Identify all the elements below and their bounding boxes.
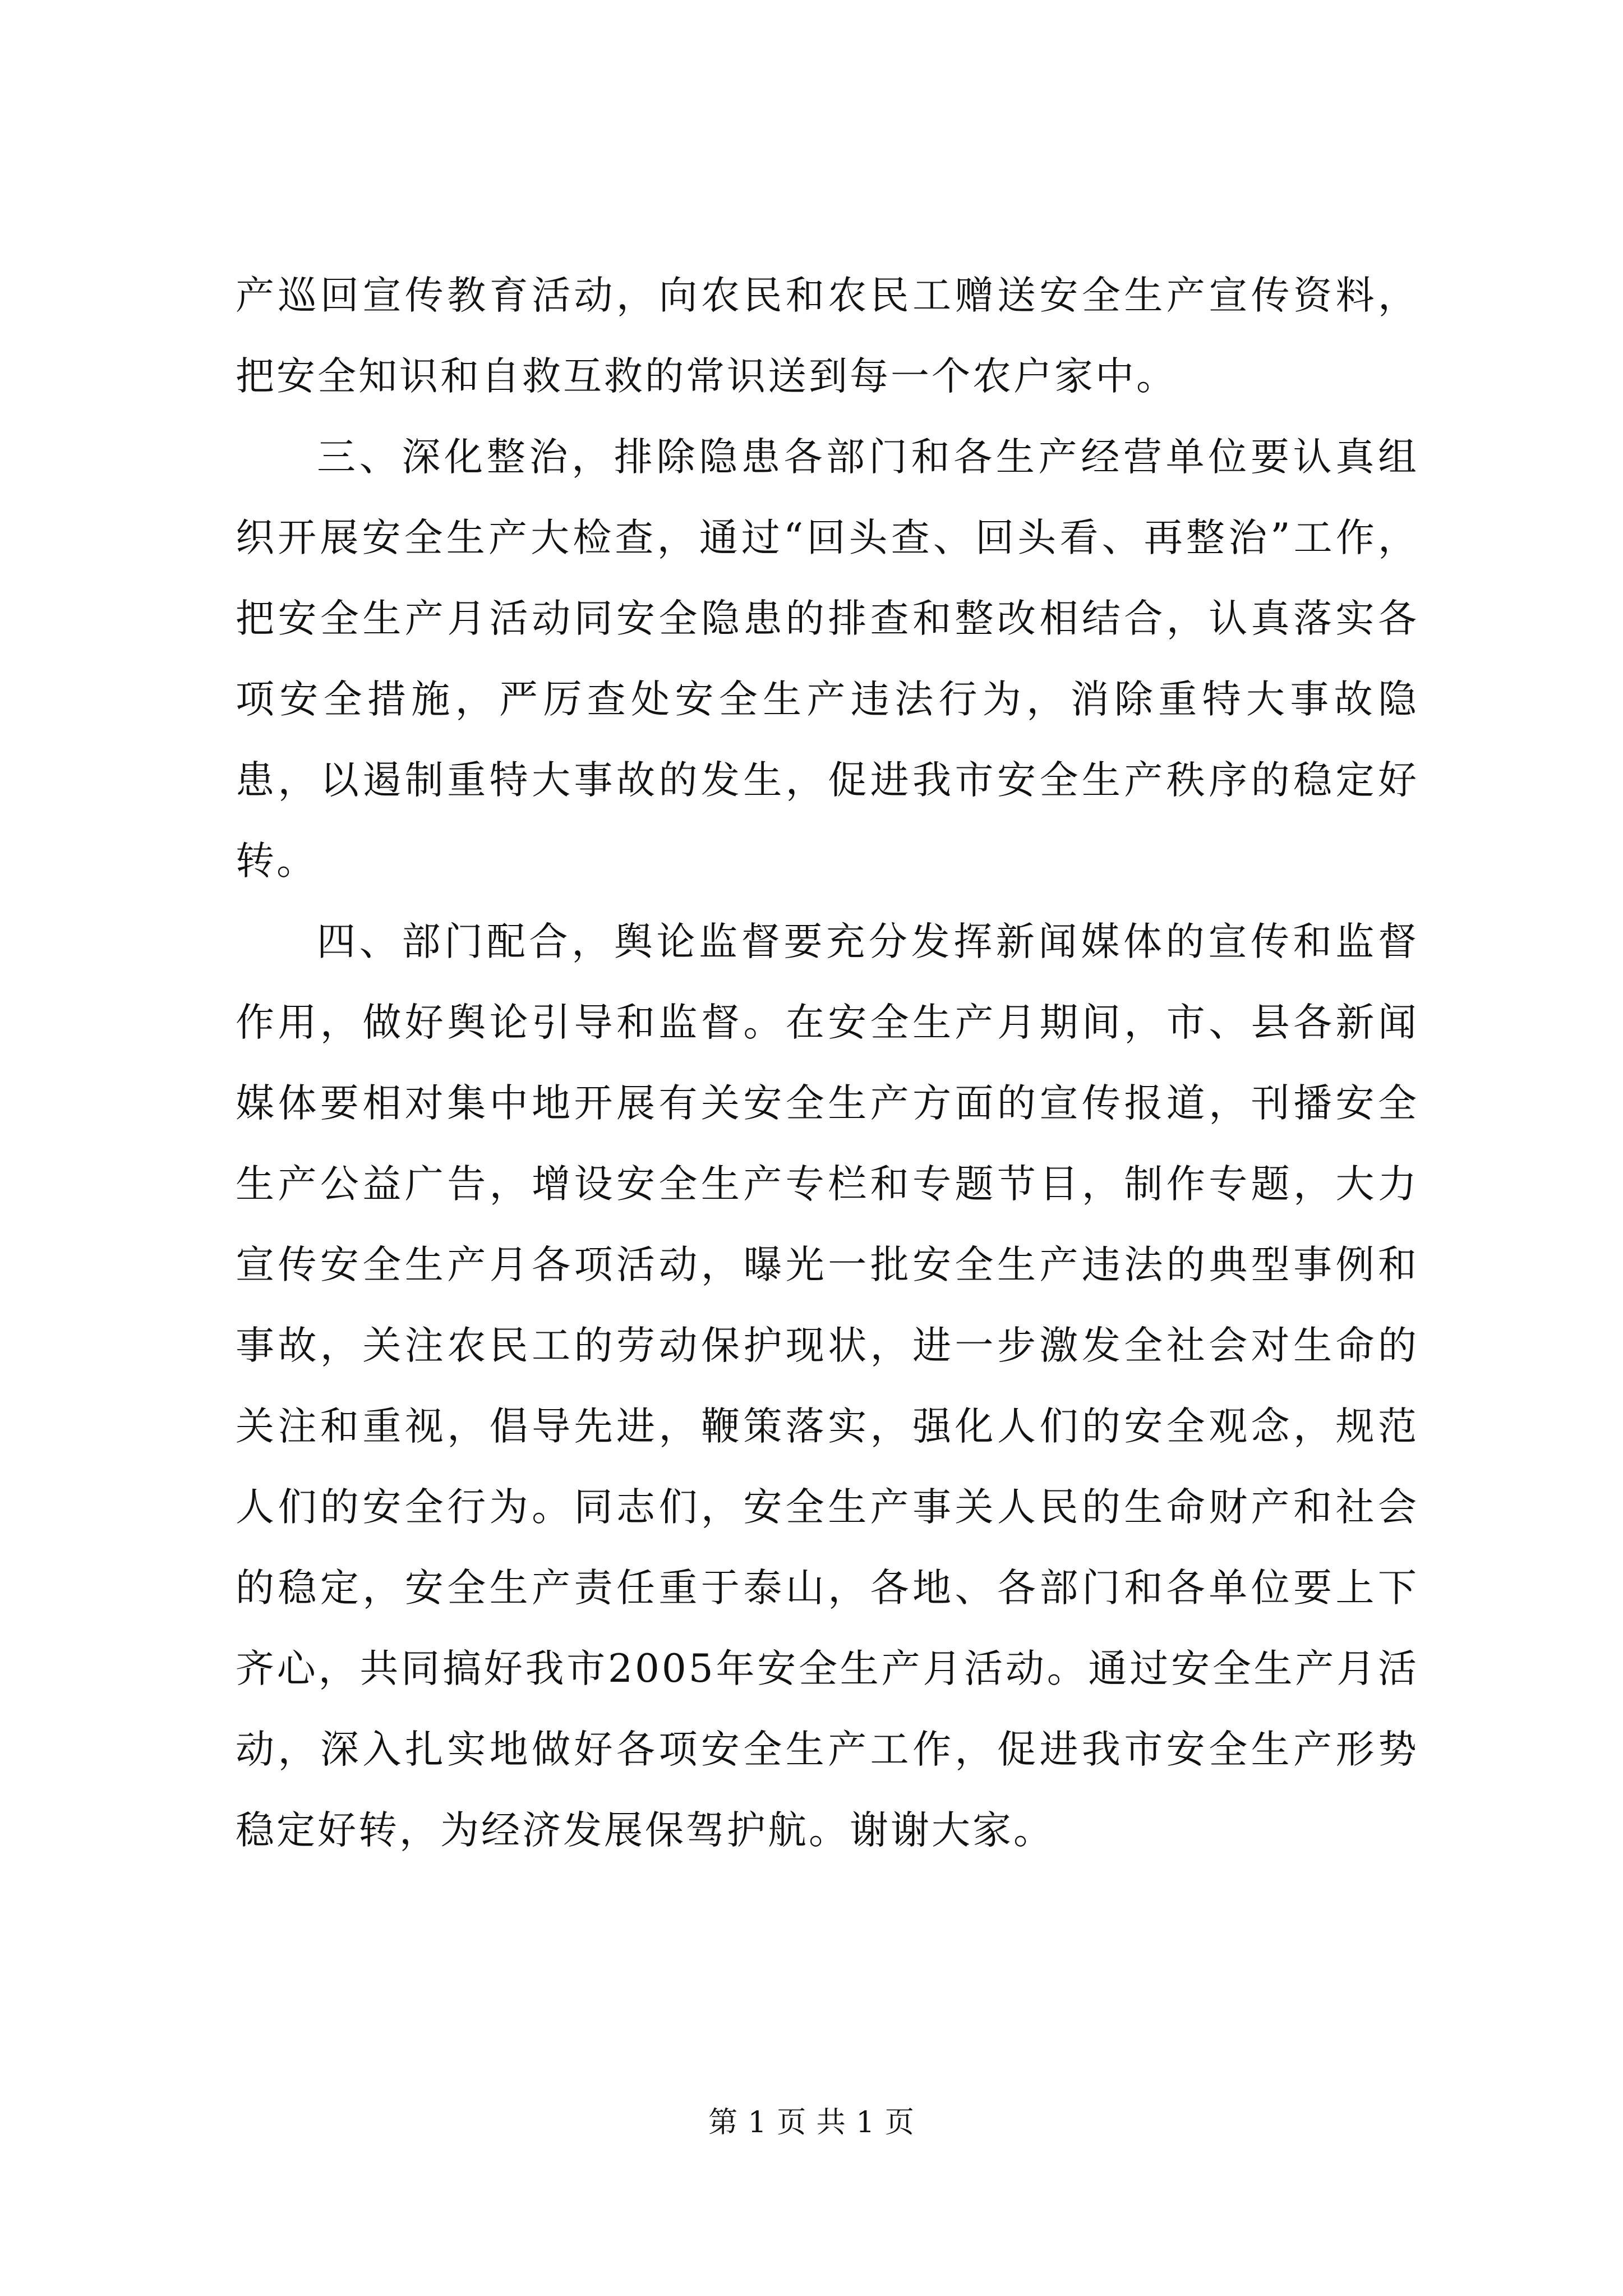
paragraph-section-four: 四、部门配合，舆论监督要充分发挥新闻媒体的宣传和监督作用，做好舆论引导和监督。在安全生产月期间，市、县各新闻媒体要相对集中地开展有关安全生产方面的宣传报道，刊播安全生产公益广告，增设安全生产专栏和专题节目，制作专题，大力宣传安全生产月各项活动，曝光一批安全生产违法的典型事例和事故，关注农民工的劳动保护现状，进一步激发全社会对生命的关注和重视，倡导先进，鞭策落实，强化人们的安全观念，规范人们的安全行为。同志们，安全生产事关人民的生命财产和社会的稳定，安全生产责任重于泰山，各地、各部门和各单位要上下齐心，共同搞好我市2005年安全生产月活动。通过安全生产月活动，深入扎实地做好各项安全生产工作，促进我市安全生产形势稳定好转，为经济发展保驾护航。谢谢大家。: [236, 919, 1419, 1853]
paragraph-continuation: 产巡回宣传教育活动，向农民和农民工赠送安全生产宣传资料，把安全知识和自救互救的常识送到每一个农户家中。: [236, 273, 1419, 399]
paragraph-section-three: 三、深化整治，排除隐患各部门和各生产经营单位要认真组织开展安全生产大检查，通过“回头查、回头看、再整治”工作，把安全生产月活动同安全隐患的排查和整改相结合，认真落实各项安全措施，严厉查处安全生产违法行为，消除重特大事故隐患，以遏制重特大事故的发生，促进我市安全生产秩序的稳定好转。: [236, 435, 1419, 884]
document-body: [236, 255, 1419, 1871]
page-footer: 第 1 页 共 1 页: [708, 2106, 915, 2139]
